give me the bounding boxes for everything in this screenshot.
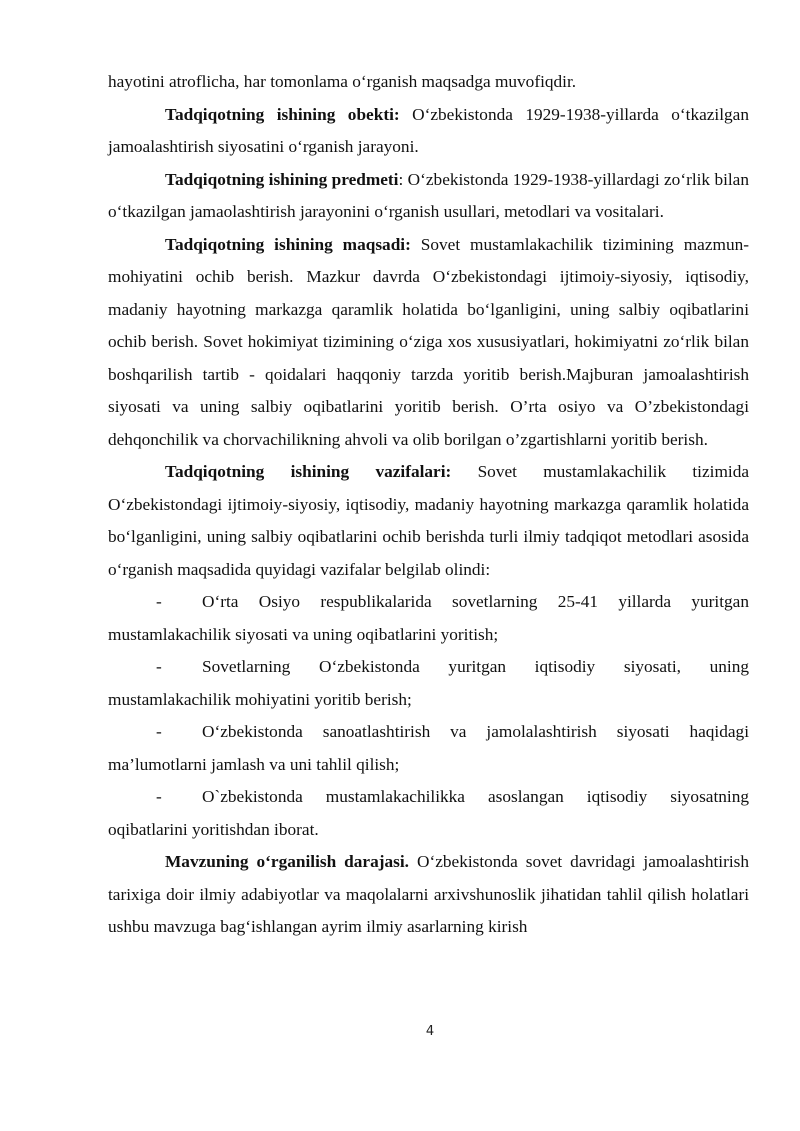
list-item	[108, 781, 749, 846]
list-item-text: Sovetlarning O‘zbekistonda yuritgan iqtisodiy siyosati, uning mustamlakachilik mohiyatini yoritib berish;	[108, 657, 749, 709]
list-dash: -	[156, 722, 162, 741]
paragraph-maqsad	[108, 229, 749, 457]
paragraph-vazifalar	[108, 456, 749, 586]
list-item	[108, 716, 749, 781]
paragraph-daraja	[108, 846, 749, 944]
list-item-text: O`zbekistonda mustamlakachilikka asoslangan iqtisodiy siyosatning oqibatlarini yoritishdan iborat.	[108, 787, 749, 839]
list-item	[108, 651, 749, 716]
list-item-text: O‘rta Osiyo respublikalarida sovetlarning 25-41 yillarda yuritgan mustamlakachilik siyosati va uning oqibatlarini yoritish;	[108, 592, 749, 644]
predmet-heading: Tadqiqotning ishining predmeti	[165, 169, 399, 189]
daraja-heading: Mavzuning o‘rganilish darajasi.	[165, 852, 409, 871]
list-dash: -	[156, 657, 162, 676]
vazifalar-heading: Tadqiqotning ishining vazifalari:	[165, 462, 452, 481]
list-item-text: O‘zbekistonda sanoatlashtirish va jamolalashtirish siyosati haqidagi ma’lumotlarni jamlash va uni tahlil qilish;	[108, 722, 749, 774]
vazifalar-text: Sovet mustamlakachilik tizimida O‘zbekistondagi ijtimoiy-siyosiy, iqtisodiy, madaniy hayotning markazga qaramlik holatida bo‘lganligini, uning salbiy oqibatlarini ochib berishda turli ilmiy tadqiqot metodlari asosida o‘rganish maqsadida quyidagi vazifalar belgilab olindi:	[108, 462, 749, 579]
page-number: 4	[425, 1024, 435, 1039]
list-item	[108, 586, 749, 651]
maqsad-text: Sovet mustamlakachilik tizimining mazmun-mohiyatini ochib berish. Mazkur davrda O‘zbekistondagi ijtimoiy-siyosiy, iqtisodiy, madaniy hayotning markazga qaramlik holatida bo‘lganligini, uning salbiy oqibatlarini ochib berish. Sovet hokimiyat tizimining o‘ziga xos xususiyatlari, hokimiyatni zo‘rlik bilan boshqarilish tartib - qoidalari haqqoniy tarzda yoritib berish.Majburan jamoalashtirish siyosati va uning salbiy oqibatlarini yoritib berish. O’rta osiyo va O’zbekistondagi dehqonchilik va chorvachilikning ahvoli va olib borilgan o’zgartishlarni yoritib berish.	[108, 234, 749, 449]
paragraph-intro-end: hayotini atroflicha, har tomonlama o‘rganish maqsadga muvofiqdir.	[108, 72, 577, 91]
obekt-text: O‘zbekistonda 1929-1938-yillarda o‘tkazilgan jamoalashtirish siyosatini o‘rganish jarayoni.	[108, 104, 749, 156]
list-dash: -	[156, 787, 162, 806]
paragraph-obekt	[108, 99, 749, 164]
daraja-text: O‘zbekistonda sovet davridagi jamoalashtirish tarixiga doir ilmiy adabiyotlar va maqolalarni arxivshunoslik jihatidan tahlil qilish holatlari ushbu mavzuga bag‘ishlangan ayrim ilmiy asarlarning kirish	[108, 852, 749, 936]
list-dash: -	[156, 592, 162, 611]
document-page	[108, 66, 749, 944]
paragraph-predmet	[108, 164, 749, 229]
maqsad-heading: Tadqiqotning ishining maqsadi:	[165, 234, 411, 254]
obekt-heading: Tadqiqotning ishining obekti:	[165, 104, 400, 124]
predmet-text: : O‘zbekistonda 1929-1938-yillardagi zo‘rlik bilan o‘tkazilgan jamaolashtirish jarayonini o‘rganish usullari, metodlari va vositalari.	[108, 169, 749, 221]
